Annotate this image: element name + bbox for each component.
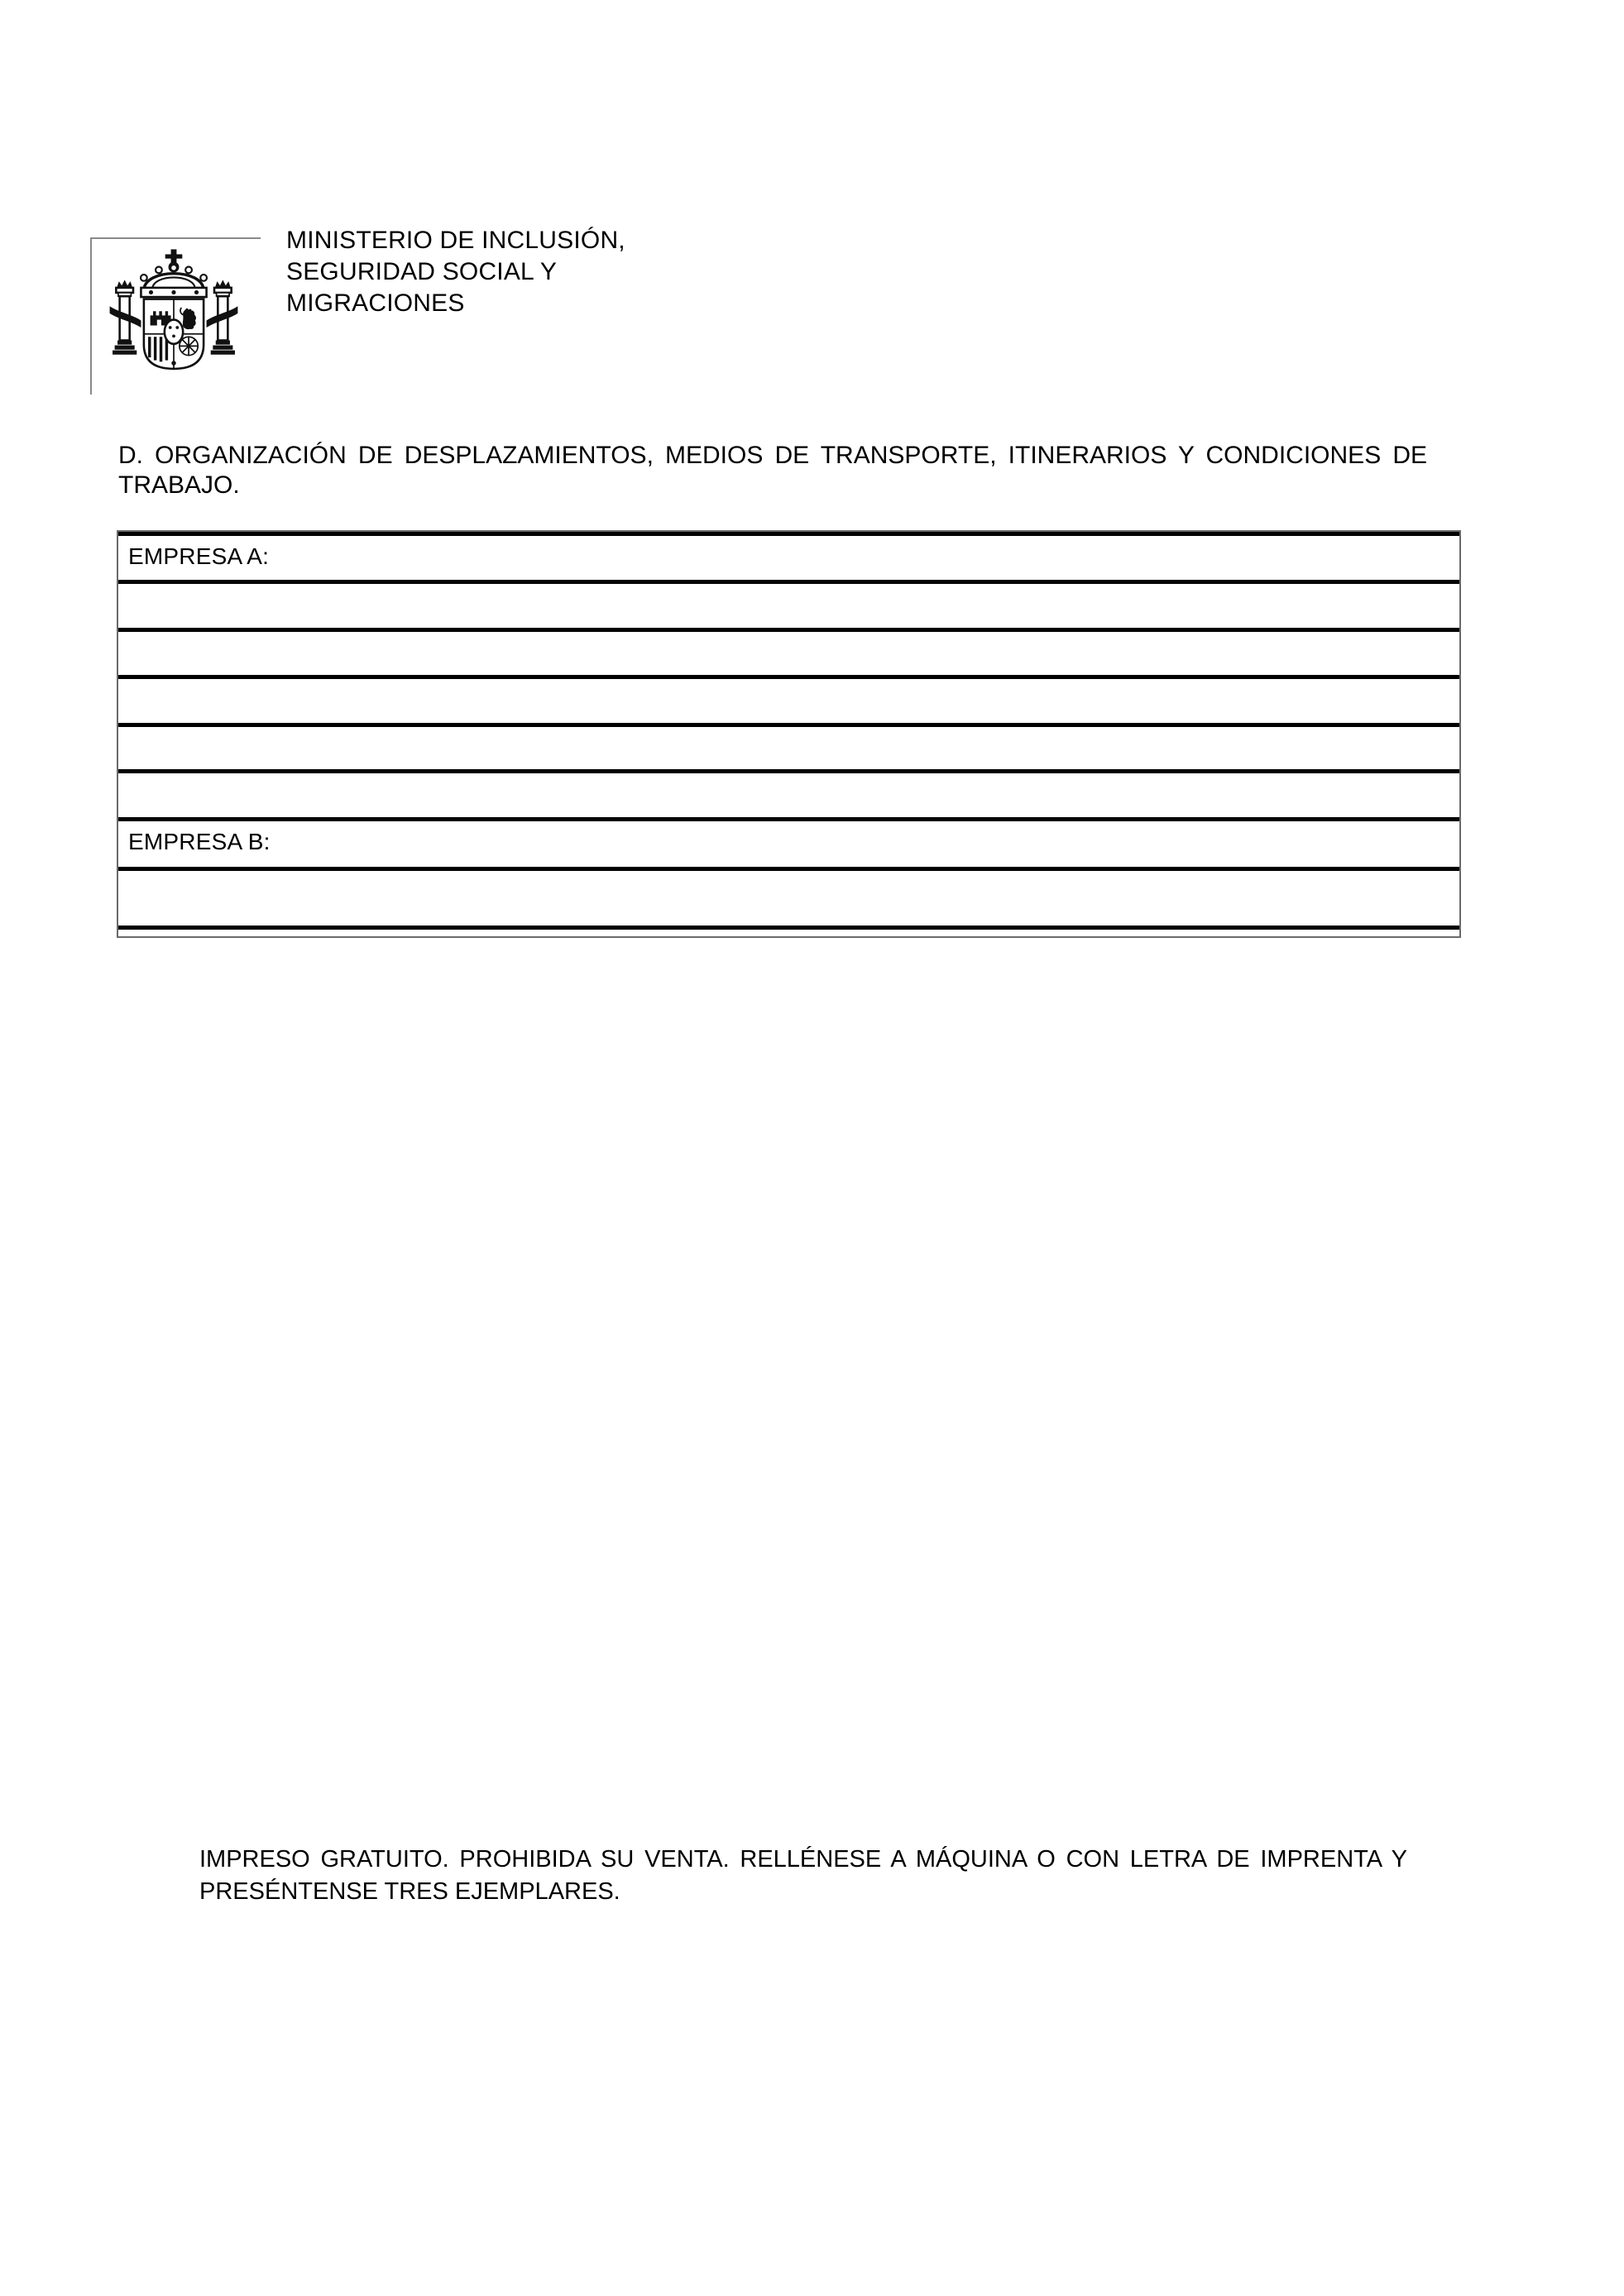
- table-row-label: EMPRESA B:: [128, 829, 271, 854]
- footer-note-line2: PRESÉNTENSE TRES EJEMPLARES.: [199, 1878, 620, 1905]
- table-input-row[interactable]: [118, 926, 1459, 936]
- table-input-cell: [118, 584, 1459, 591]
- footer-note-line1: IMPRESO GRATUITO. PROHIBIDA SU VENTA. RELLÉNESE A MÁQUINA O CON LETRA DE IMPRENTA Y: [199, 1846, 1407, 1873]
- section-heading-line2: TRABAJO.: [118, 471, 240, 499]
- table-input-cell: [118, 679, 1459, 686]
- logo-frame-top-line: [90, 237, 261, 239]
- ministry-name-line3: MIGRACIONES: [286, 289, 465, 317]
- ministry-name-line1: MINISTERIO DE INCLUSIÓN,: [286, 227, 625, 254]
- table-input-row[interactable]: [118, 580, 1459, 628]
- table-input-cell: [118, 632, 1459, 639]
- spain-coat-of-arms-icon: [103, 246, 245, 389]
- table-input-cell: [118, 773, 1459, 780]
- table-input-cell: [118, 727, 1459, 734]
- table-input-row[interactable]: [118, 723, 1459, 769]
- logo-frame-left-line: [90, 237, 92, 395]
- ministry-name: [286, 225, 625, 319]
- ministry-name-line2: SEGURIDAD SOCIAL Y: [286, 258, 558, 285]
- table-input-row[interactable]: [118, 628, 1459, 675]
- table-header-row: [118, 817, 1459, 867]
- table-input-row[interactable]: [118, 675, 1459, 723]
- footer-note: [199, 1844, 1407, 1908]
- form-table: [117, 530, 1461, 938]
- section-heading: [118, 441, 1427, 500]
- table-input-cell: [118, 871, 1459, 878]
- table-input-row[interactable]: [118, 867, 1459, 926]
- table-input-row[interactable]: [118, 769, 1459, 817]
- table-row-label: EMPRESA A:: [128, 543, 270, 569]
- table-header-row: [118, 532, 1459, 580]
- section-heading-line1: D. ORGANIZACIÓN DE DESPLAZAMIENTOS, MEDIOS DE TRANSPORTE, ITINERARIOS Y CONDICIONES DE: [118, 442, 1427, 469]
- table-input-cell: [118, 930, 1459, 936]
